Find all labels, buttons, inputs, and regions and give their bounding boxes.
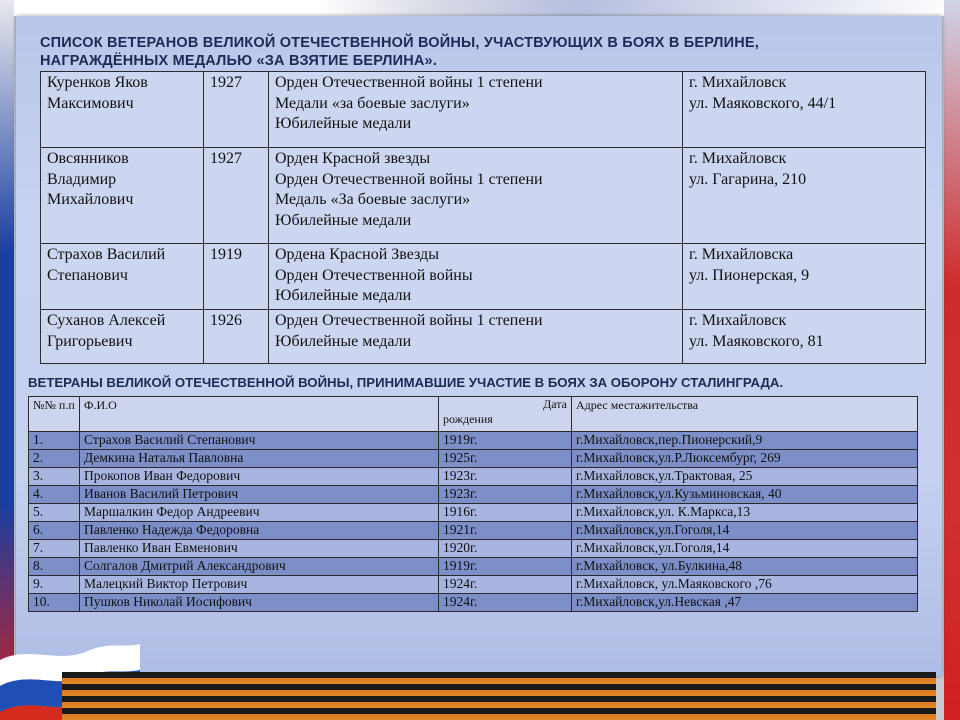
date-cell: 1919г. (439, 432, 572, 450)
num-cell: 5. (29, 504, 80, 522)
awards-line: Медаль «За боевые заслуги» (275, 191, 471, 208)
num-cell: 10. (29, 594, 80, 612)
table-row (41, 148, 926, 244)
date-cell: 1916г. (439, 504, 572, 522)
table-row (29, 486, 918, 504)
awards-line: Юбилейные медали (275, 332, 412, 350)
veteran-name-line: Куренков Яков (47, 74, 148, 91)
awards-line: Юбилейные медали (275, 115, 412, 132)
address-cell (683, 72, 926, 148)
awards-line: Юбилейные медали (275, 287, 412, 304)
address-cell: г.Михайловск,пер.Пионерский,9 (572, 432, 918, 450)
awards-line: Медали «за боевые заслуги» (275, 94, 470, 112)
table-row (29, 594, 918, 612)
header-address: Адрес местажительства (572, 397, 918, 432)
address-cell: г.Михайловск,ул.Кузьминовская, 40 (572, 486, 918, 504)
address-cell: г.Михайловск, ул.Булкина,48 (572, 558, 918, 576)
birth-year-cell: 1927 (204, 72, 269, 148)
berlin-title-line-2: НАГРАЖДЁННЫХ МЕДАЛЬЮ «ЗА ВЗЯТИЕ БЕРЛИНА». (40, 53, 438, 69)
num-cell: 1. (29, 432, 80, 450)
address-cell: г.Михайловск, ул.Маяковского ,76 (572, 576, 918, 594)
header-birth-date (439, 397, 572, 432)
table-row (29, 504, 918, 522)
awards-line: Орден Отечественной войны 1 степени (275, 312, 543, 329)
table-header-row (29, 397, 918, 432)
date-cell: 1924г. (439, 594, 572, 612)
fio-cell: Демкина Наталья Павловна (80, 450, 439, 468)
table-row (29, 558, 918, 576)
table-row (29, 432, 918, 450)
birth-year-cell: 1919 (204, 244, 269, 310)
veteran-name-cell (41, 310, 204, 364)
num-cell: 7. (29, 540, 80, 558)
date-cell: 1925г. (439, 450, 572, 468)
header-date-line-1: Дата (543, 397, 567, 411)
table-row (29, 540, 918, 558)
table-row (41, 310, 926, 364)
awards-line: Орден Красной звезды (275, 150, 431, 167)
header-fio: Ф.И.О (80, 397, 439, 432)
veteran-name-line: Владимир (47, 170, 117, 188)
num-cell: 2. (29, 450, 80, 468)
address-line: г. Михайловск (689, 150, 787, 167)
fio-cell: Малецкий Виктор Петрович (80, 576, 439, 594)
frame-right-decoration (944, 0, 960, 720)
header-date-line-2: рождения (443, 412, 493, 426)
veteran-name-cell (41, 244, 204, 310)
fio-cell: Павленко Иван Евменович (80, 540, 439, 558)
awards-cell (269, 244, 683, 310)
fio-cell: Прокопов Иван Федорович (80, 468, 439, 486)
veteran-name-line: Степанович (47, 266, 128, 284)
date-cell: 1923г. (439, 486, 572, 504)
address-line: г. Михайловск (689, 74, 787, 91)
berlin-veterans-table (40, 71, 926, 364)
address-line: ул. Маяковского, 44/1 (689, 94, 837, 112)
address-cell: г.Михайловск,ул.Р.Люксембург, 269 (572, 450, 918, 468)
fio-cell: Павленко Надежда Федоровна (80, 522, 439, 540)
awards-line: Орден Отечественной войны 1 степени (275, 74, 543, 91)
fio-cell: Маршалкин Федор Андреевич (80, 504, 439, 522)
veteran-name-cell (41, 148, 204, 244)
birth-year-cell: 1927 (204, 148, 269, 244)
st-george-ribbon (62, 672, 936, 720)
table-row (29, 576, 918, 594)
awards-line: Юбилейные медали (275, 211, 412, 229)
awards-cell (269, 148, 683, 244)
frame-left-decoration (0, 0, 14, 720)
address-line: ул. Гагарина, 210 (689, 170, 807, 188)
birth-year-cell: 1926 (204, 310, 269, 364)
veteran-name-line: Максимович (47, 94, 134, 112)
address-cell (683, 148, 926, 244)
address-cell: г.Михайловск,ул.Трактовая, 25 (572, 468, 918, 486)
address-cell: г.Михайловск,ул.Гоголя,14 (572, 522, 918, 540)
stalingrad-veterans-table (28, 396, 918, 612)
num-cell: 6. (29, 522, 80, 540)
fio-cell: Пушков Николай Иосифович (80, 594, 439, 612)
table-row (41, 244, 926, 310)
veteran-name-line: Григорьевич (47, 332, 133, 350)
date-cell: 1921г. (439, 522, 572, 540)
awards-line: Орден Отечественной войны (275, 266, 473, 284)
num-cell: 4. (29, 486, 80, 504)
address-cell: г.Михайловск,ул. К.Маркса,13 (572, 504, 918, 522)
address-cell: г.Михайловск,ул.Невская ,47 (572, 594, 918, 612)
address-line: ул. Маяковского, 81 (689, 332, 824, 350)
stalingrad-list-title: ВЕТЕРАНЫ ВЕЛИКОЙ ОТЕЧЕСТВЕННОЙ ВОЙНЫ, ПРИНИМАВШИЕ УЧАСТИЕ В БОЯХ ЗА ОБОРОНУ СТАЛИНГРАДА. (28, 375, 784, 390)
awards-cell (269, 310, 683, 364)
date-cell: 1924г. (439, 576, 572, 594)
date-cell: 1923г. (439, 468, 572, 486)
address-cell (683, 244, 926, 310)
num-cell: 3. (29, 468, 80, 486)
awards-cell (269, 72, 683, 148)
awards-line: Орден Отечественной войны 1 степени (275, 170, 543, 188)
address-cell (683, 310, 926, 364)
num-cell: 9. (29, 576, 80, 594)
address-line: ул. Пионерская, 9 (689, 266, 810, 284)
frame-top-decoration (0, 0, 960, 16)
table-row (41, 72, 926, 148)
address-line: г. Михайловск (689, 312, 787, 329)
address-cell: г.Михайловск,ул.Гоголя,14 (572, 540, 918, 558)
veteran-name-line: Суханов Алексей (47, 312, 166, 329)
fio-cell: Солгалов Дмитрий Александрович (80, 558, 439, 576)
table-row (29, 450, 918, 468)
veteran-name-cell (41, 72, 204, 148)
fio-cell: Страхов Василий Степанович (80, 432, 439, 450)
date-cell: 1919г. (439, 558, 572, 576)
table-row (29, 468, 918, 486)
address-line: г. Михайловска (689, 246, 794, 263)
num-cell: 8. (29, 558, 80, 576)
awards-line: Ордена Красной Звезды (275, 246, 439, 263)
veteran-name-line: Страхов Василий (47, 246, 166, 263)
fio-cell: Иванов Василий Петрович (80, 486, 439, 504)
veteran-name-line: Овсянников (47, 150, 129, 167)
header-num: №№ п.п (29, 397, 80, 432)
date-cell: 1920г. (439, 540, 572, 558)
veteran-name-line: Михайлович (47, 191, 134, 208)
table-row (29, 522, 918, 540)
berlin-title-line-1: СПИСОК ВЕТЕРАНОВ ВЕЛИКОЙ ОТЕЧЕСТВЕННОЙ ВОЙНЫ, УЧАСТВУЮЩИХ В БОЯХ В БЕРЛИНЕ, (40, 35, 760, 51)
berlin-list-title (40, 34, 900, 70)
